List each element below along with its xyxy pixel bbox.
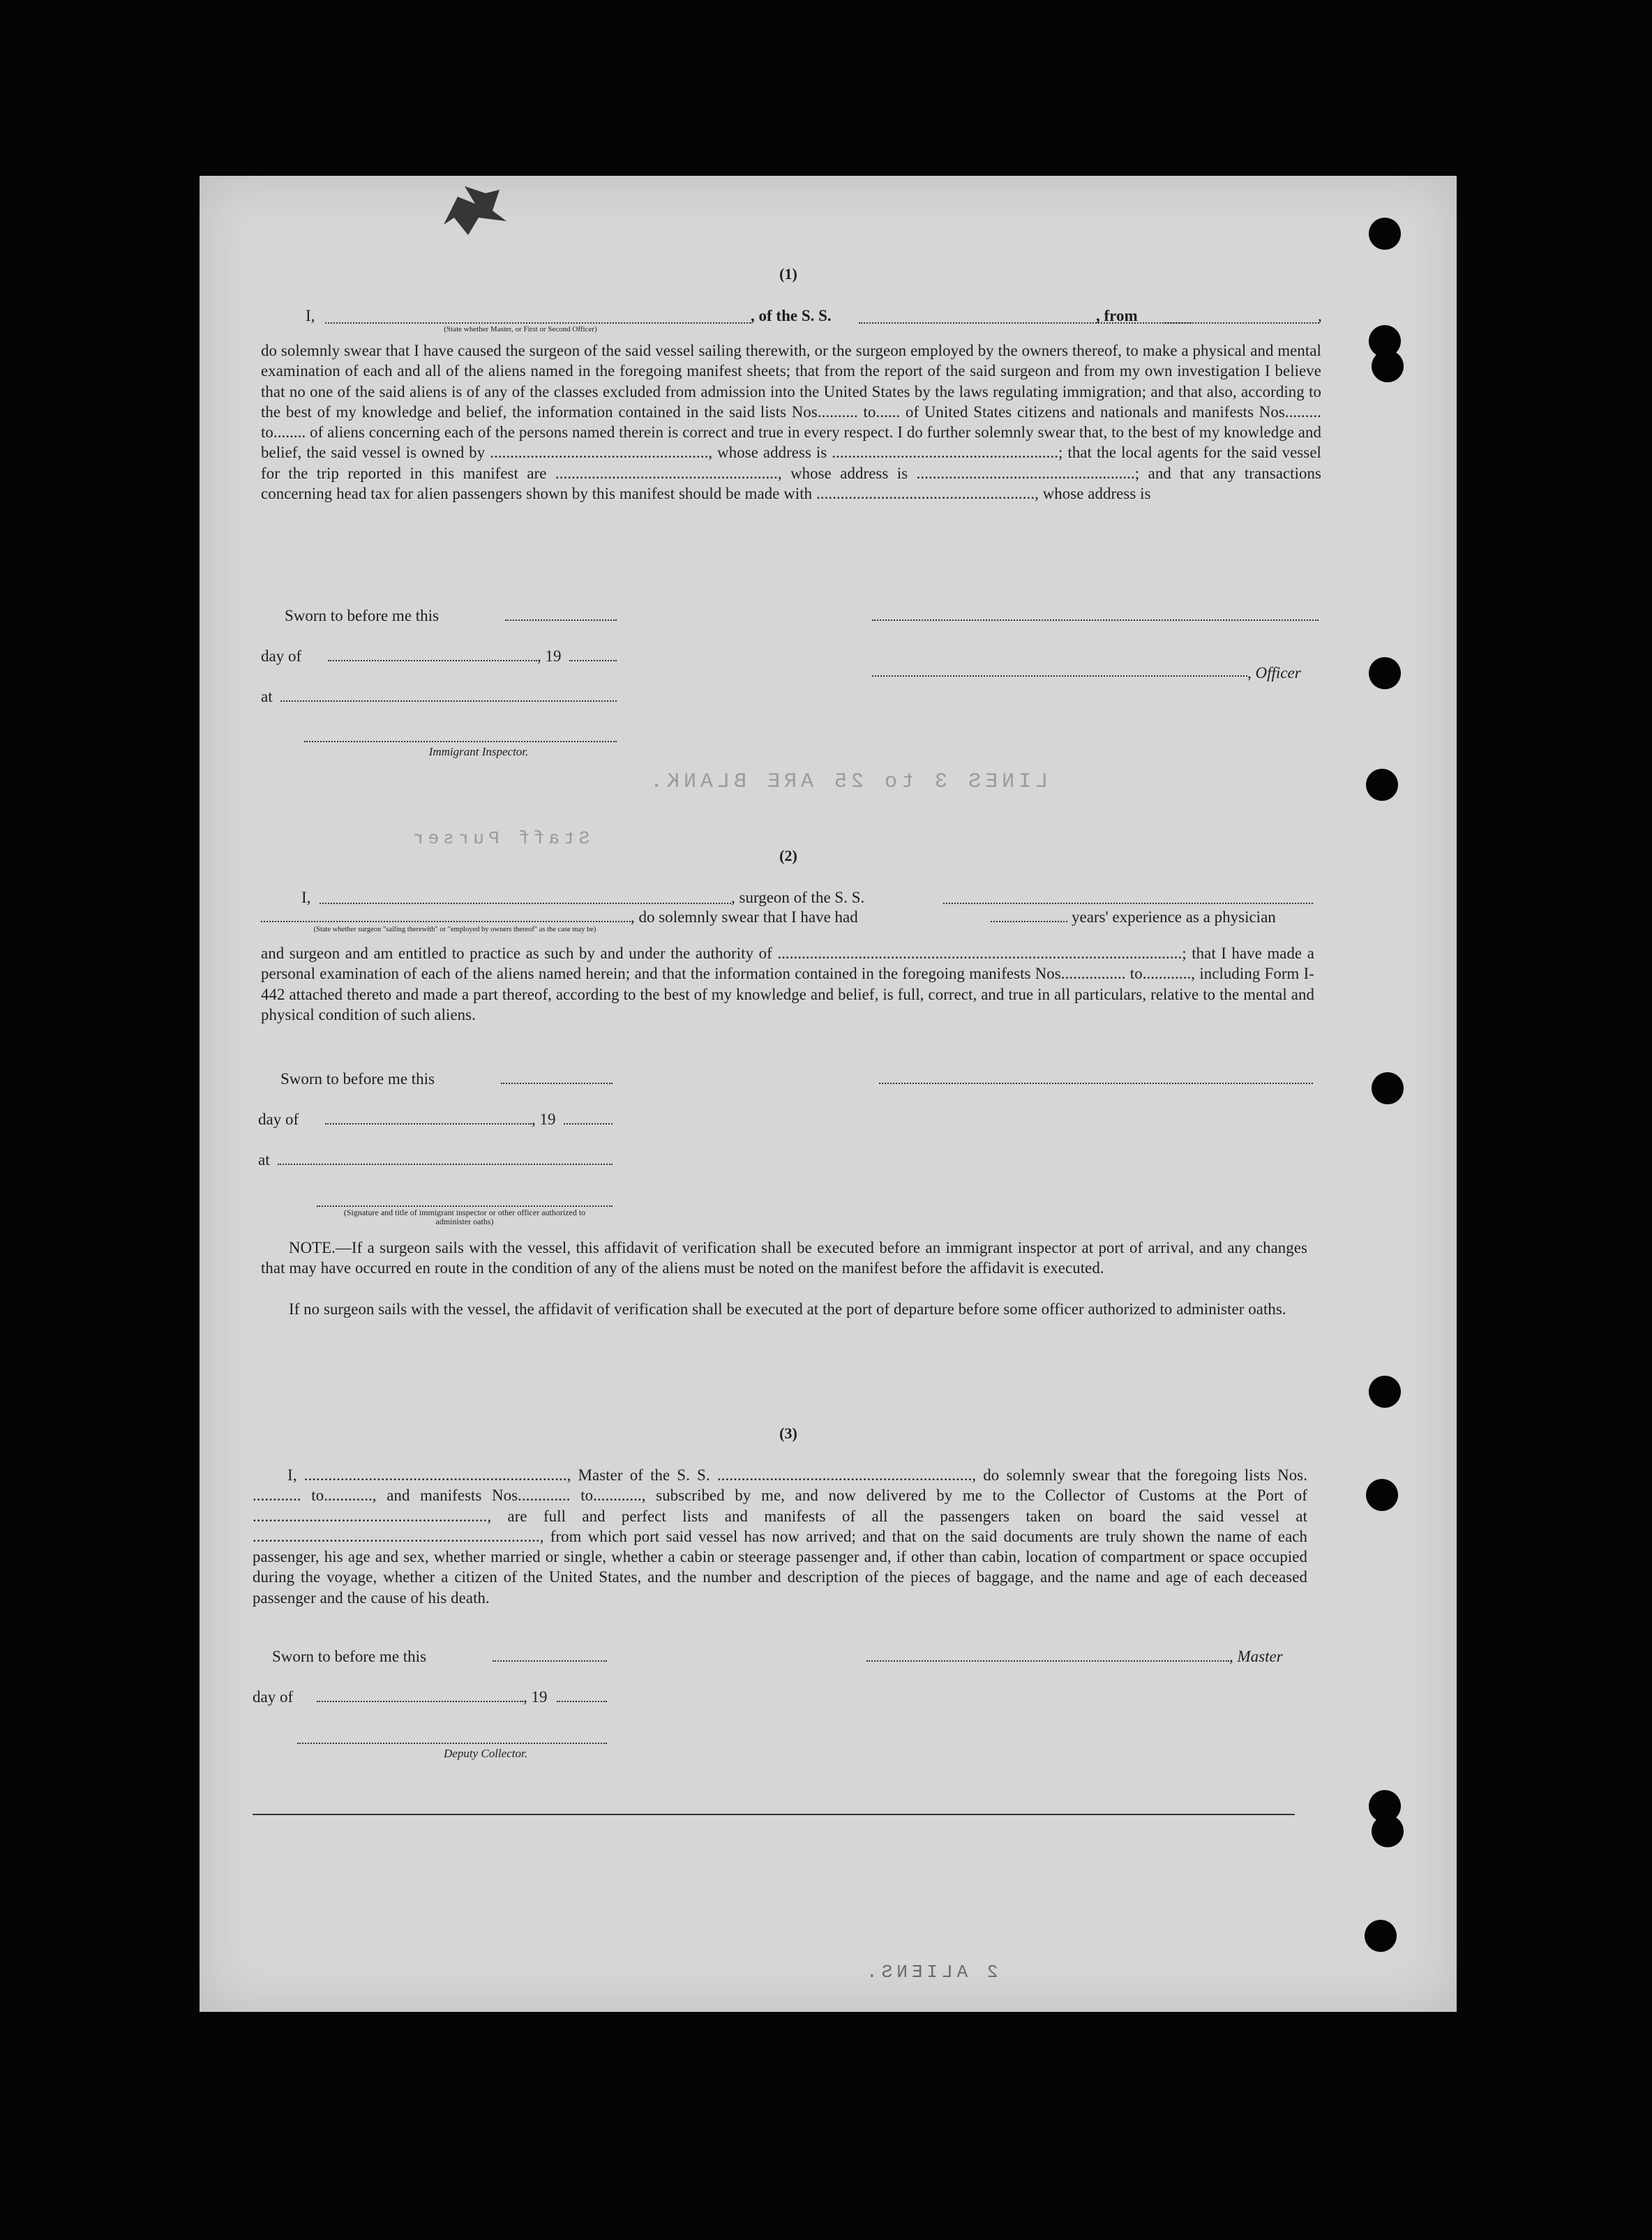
section2-signature-hint: (Signature and title of immigrant inspector or other officer authorized to administer oaths) — [343, 1208, 586, 1226]
section2-note1 — [261, 1238, 1307, 1279]
section3-text: I, ................................................................., Master of the S. S. ..............................................................., do solemnly swear that the foregoing lists Nos. ............ to............, and manifests Nos............. to............, subscribed by me, and now delivered by me to the Collector of Customs at the Port of .........................................................., are full and perfect lists and manifests of all the passengers taken on board the said vessel at ......................................................................., from which port said vessel has now arrived; and that on the said documents are truly shown the name of each passenger, his age and sex, whether married or single, whether a cabin or steerage passenger and, if other than cabin, location of compartment or space occupied during the voyage, whether a citizen of the United States, and the number and description of the pieces of baggage, and the name and age of each deceased passenger and the cause of his death. — [253, 1466, 1307, 1607]
section2-day-line — [325, 1123, 532, 1125]
section2-at-line — [278, 1164, 613, 1165]
section1-sworn-line — [505, 619, 617, 621]
section3-day-line — [317, 1701, 523, 1702]
section1-signature-line — [872, 619, 1319, 621]
section1-number: (1) — [779, 265, 797, 283]
section2-signature-line — [879, 1083, 1313, 1084]
section2-number: (2) — [779, 847, 797, 864]
binder-hole — [1369, 657, 1401, 689]
surgeon-hint: (State whether surgeon "sailing therewith" or "employed by owners thereof" as the case may be) — [313, 926, 596, 933]
note1-text: NOTE.—If a surgeon sails with the vessel, this affidavit of verification shall be executed before an immigrant inspector at port of arrival, and any changes that may have occurred en route in the condition of any of the aliens must be noted on the manifest before the affidavit is executed. — [261, 1239, 1307, 1277]
binder-hole — [1366, 769, 1398, 801]
binder-hole — [1369, 1376, 1401, 1408]
master-name-line — [325, 322, 751, 324]
inspector-line — [304, 741, 617, 742]
surgeon-status-line — [261, 921, 631, 922]
section2-day-of: day of — [258, 1111, 299, 1128]
binder-hole — [1366, 1479, 1398, 1511]
section1-at: at — [261, 688, 273, 705]
binder-hole — [1365, 1920, 1397, 1952]
note2-text: If no surgeon sails with the vessel, the affidavit of verification shall be executed at the port of departure before some officer authorized to administer oaths. — [289, 1300, 1286, 1318]
ink-smudge — [437, 183, 513, 239]
surgeon-name-line — [320, 903, 731, 904]
section2-body: and surgeon and am entitled to practice as such by and under the authority of ....................................................................................................; that I have made a personal examination of each of the aliens named herein; and that the information contained in the foregoing manifests Nos................ to............, including Form I-442 attached thereto and made a part thereof, according to the best of my knowledge and belief, is full, correct, and true in all particulars, relative to the mental and physical condition of such aliens. — [261, 945, 1314, 1023]
section1-i: I, — [306, 307, 315, 324]
bleed-through-aliens: 2 ALIENS. — [862, 1962, 998, 1983]
section2-year: , 19 — [532, 1111, 556, 1128]
binder-hole — [1372, 1815, 1404, 1847]
surgeon-vessel-line — [943, 903, 1313, 904]
section1-at-line — [280, 700, 617, 702]
section3-master: , Master — [1229, 1648, 1283, 1665]
section1-sworn: Sworn to before me this — [285, 607, 440, 624]
deputy-line — [297, 1743, 607, 1744]
bleed-through-staff: Staff Purser — [409, 828, 590, 849]
section3-sworn-line — [493, 1660, 607, 1662]
years-experience-line — [991, 921, 1067, 922]
section3-number: (3) — [779, 1425, 797, 1442]
section3-body — [253, 1465, 1307, 1608]
section1-year: , 19 — [537, 647, 562, 665]
section2-inspector-line — [317, 1205, 613, 1207]
section2-at: at — [258, 1151, 270, 1168]
master-hint: (State whether Master, or First or Second Officer) — [444, 325, 597, 333]
section2-note2 — [261, 1299, 1307, 1319]
section1-from: , from — [1096, 307, 1138, 324]
section2-sworn-line — [501, 1083, 613, 1084]
officer-line — [872, 675, 1247, 677]
section1-inspector: Immigrant Inspector. — [428, 745, 529, 758]
section2-line2: , do solemnly swear that I have had — [631, 908, 858, 926]
section3-day-of: day of — [253, 1688, 294, 1706]
from-port-line — [1162, 322, 1319, 324]
bottom-rule — [253, 1814, 1295, 1815]
section1-year-line — [569, 660, 617, 661]
section2-line2-end: years' experience as a physician — [1072, 908, 1276, 926]
section3-deputy: Deputy Collector. — [444, 1747, 527, 1760]
section3-year-line — [557, 1701, 607, 1702]
section1-of-ss: , of the S. S. — [751, 307, 832, 324]
section2-sworn: Sworn to before me this — [280, 1070, 435, 1088]
section3-sworn: Sworn to before me this — [272, 1648, 427, 1665]
section1-officer: , Officer — [1247, 664, 1301, 682]
binder-hole — [1372, 1072, 1404, 1104]
binder-hole — [1372, 350, 1404, 382]
section2-i: I, — [301, 889, 311, 906]
section2-surgeon: , surgeon of the S. S. — [731, 889, 865, 906]
section1-day-line — [328, 660, 537, 661]
vessel-name-line — [859, 322, 1194, 324]
section2-year-line — [564, 1123, 613, 1125]
bleed-through-lines: LINES 3 to 25 ARE BLANK. — [646, 770, 1049, 794]
manifest-page: LINES 3 to 25 ARE BLANK. Staff Purser 2 ALIENS. (1) I, (State whether Master, or First or Second Officer) , of the S. S. , from , do solemnly swear that I have caused the surgeon of the said vessel sailing therewith, or the surgeon employed by the owners thereof, to make a physical and mental examination of each and all of the aliens named in the foregoing manifest sheets; that from the report of the said surgeon and from my own investigation I believe that no one of the said aliens is of any of the classes excluded from admission into the United States by the laws regulating immigration; and that also, according to the best of my knowledge and belief, the information contained in the said lists Nos.......... to...... of United States citizens and nationals and manifests Nos......... to........ of aliens concerning each of the persons named therein is correct and true in every respect. I do further solemnly swear that, to the best of my knowledge and belief, the said vessel is owned by ......................................................, whose address is ........................................................; that the local agents for the said vessel for the trip reported in this manifest are ......................................................., whose address is ......................................................; and that any transactions concerning head tax for alien passengers shown by this manifest should be made with ......................................................, whose address is Sworn to before me this day of , 19 , Officer at Immigrant Inspector. (2) I, , surgeon of the S. S. , do solemnly swear that I have had years' experience as a physician (State whether surgeon "sailing therewith" or "employed by owners thereof" as the case may be) and surgeon and am entitled to practice as such by and under the authority of ....................................................................................................; that I have made a personal examination of each of the aliens named herein; and that the information contained in the foregoing manifests Nos................ to............, including Form I-442 attached thereto and made a part thereof, according to the best of my knowledge and belief, is full, correct, and true in all particulars, relative to the mental and physical condition of such aliens. Sworn to before me this day of , 19 at (Signature and title of immigrant inspector or other officer authorized to administer oaths) NOTE.—If a surgeon sails with the vessel, this affidavit of verification shall be executed before an immigrant inspector at port of arrival, and any changes that may have occurred en route in the condition of any of the aliens must be noted on the manifest before the affidavit is executed. If no surgeon sails with the vessel, the affidavit of verification shall be executed at the port of departure before some officer authorized to administer oaths. (3) I, ................................................................., Master of the S. S. ..............................................................., do solemnly swear that the foregoing lists Nos. ............ to............, and manifests Nos............. to............, subscribed by me, and now delivered by me to the Collector of Customs at the Port of .........................................................., are full and perfect lists and manifests of all the passengers taken on board the said vessel at ......................................................................., from which port said vessel has now arrived; and that on the said documents are truly shown the name of each passenger, his age and sex, whether married or single, whether a cabin or steerage passenger and, if other than cabin, location of compartment or space occupied during the voyage, whether a citizen of the United States, and the number and description of the pieces of baggage, and the name and age of each deceased passenger and the cause of his death. Sworn to before me this , Master day of , 19 Deputy Collector. — [200, 176, 1457, 2012]
section1-day-of: day of — [261, 647, 302, 665]
section3-year: , 19 — [523, 1688, 548, 1706]
master-signature-line — [866, 1660, 1229, 1662]
section1-body: do solemnly swear that I have caused the surgeon of the said vessel sailing therewith, or the surgeon employed by the owners thereof, to make a physical and mental examination of each and all of the aliens named in the foregoing manifest sheets; that from the report of the said surgeon and from my own investigation I believe that no one of the said aliens is of any of the classes excluded from admission into the United States by the laws regulating immigration; and that also, according to the best of my knowledge and belief, the information contained in the said lists Nos.......... to...... of United States citizens and nationals and manifests Nos......... to........ of aliens concerning each of the persons named therein is correct and true in every respect. I do further solemnly swear that, to the best of my knowledge and belief, the said vessel is owned by ......................................................, whose address is ........................................................; that the local agents for the said vessel for the trip reported in this manifest are ......................................................., whose address is ......................................................; and that any transactions concerning head tax for alien passengers shown by this manifest should be made with ......................................................, whose address is — [261, 342, 1321, 503]
binder-hole — [1369, 218, 1401, 250]
